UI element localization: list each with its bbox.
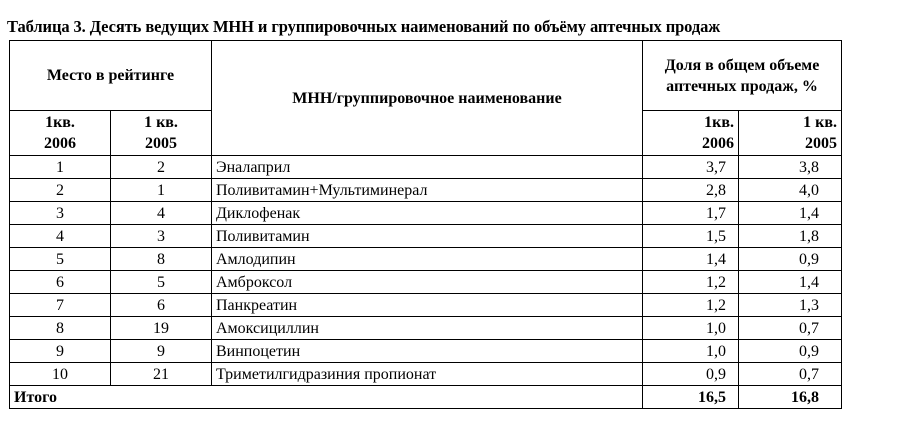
table-row	[10, 317, 842, 340]
name-header: МНН/группировочное наименование	[212, 41, 643, 156]
share-2006-cell: 3,7	[643, 156, 739, 179]
name-cell: Амоксициллин	[212, 317, 643, 340]
rank-2005-cell: 21	[111, 363, 212, 386]
share-2006-cell: 1,2	[643, 271, 739, 294]
share-2006-header	[643, 111, 739, 156]
rank-2005-header	[111, 111, 212, 156]
share-2005-cell: 0,9	[739, 248, 842, 271]
total-share-2006: 16,5	[643, 386, 739, 409]
table-caption: Таблица 3. Десять ведущих МНН и группировочных наименований по объёму аптечных продаж	[7, 17, 721, 36]
share-2005-cell: 1,3	[739, 294, 842, 317]
name-cell: Поливитамин+Мультиминерал	[212, 179, 643, 202]
rank-2005-cell: 1	[111, 179, 212, 202]
table-row	[10, 294, 842, 317]
sales-table	[9, 40, 842, 409]
table-row	[10, 179, 842, 202]
share-2005-cell: 0,7	[739, 363, 842, 386]
share-2005-header-line1: 1 кв.	[803, 114, 837, 131]
table-row	[10, 248, 842, 271]
name-cell: Триметилгидразиния пропионат	[212, 363, 643, 386]
name-cell: Эналаприл	[212, 156, 643, 179]
name-cell: Поливитамин	[212, 225, 643, 248]
rank-2005-cell: 19	[111, 317, 212, 340]
rank-header: Место в рейтинге	[10, 41, 212, 111]
rank-2006-cell: 8	[10, 317, 111, 340]
rank-2006-cell: 1	[10, 156, 111, 179]
rank-2006-cell: 9	[10, 340, 111, 363]
table-row	[10, 340, 842, 363]
share-2005-cell: 4,0	[739, 179, 842, 202]
share-2005-cell: 1,8	[739, 225, 842, 248]
share-2005-header	[739, 111, 842, 156]
rank-2006-header-line2: 2006	[44, 135, 76, 152]
share-2005-cell: 0,7	[739, 317, 842, 340]
share-2006-cell: 1,0	[643, 317, 739, 340]
rank-2005-cell: 2	[111, 156, 212, 179]
share-2005-cell: 0,9	[739, 340, 842, 363]
share-2005-header-line2: 2005	[805, 135, 837, 152]
total-label: Итого	[10, 386, 643, 409]
name-cell: Винпоцетин	[212, 340, 643, 363]
share-2006-header-line2: 2006	[702, 135, 734, 152]
share-2006-cell: 1,7	[643, 202, 739, 225]
name-cell: Диклофенак	[212, 202, 643, 225]
rank-2005-cell: 8	[111, 248, 212, 271]
share-2005-cell: 1,4	[739, 271, 842, 294]
rank-2005-cell: 3	[111, 225, 212, 248]
rank-2005-cell: 9	[111, 340, 212, 363]
table-row	[10, 225, 842, 248]
rank-2006-cell: 10	[10, 363, 111, 386]
name-cell: Амброксол	[212, 271, 643, 294]
table-row	[10, 363, 842, 386]
rank-2006-cell: 3	[10, 202, 111, 225]
rank-2006-cell: 4	[10, 225, 111, 248]
share-2005-cell: 3,8	[739, 156, 842, 179]
rank-2005-cell: 4	[111, 202, 212, 225]
total-row	[10, 386, 842, 409]
rank-2005-header-line1: 1 кв.	[144, 114, 178, 131]
rank-2006-cell: 2	[10, 179, 111, 202]
total-share-2005: 16,8	[739, 386, 842, 409]
share-2006-cell: 1,4	[643, 248, 739, 271]
share-2006-cell: 1,0	[643, 340, 739, 363]
share-2006-header-line1: 1кв.	[704, 114, 734, 131]
share-2006-cell: 0,9	[643, 363, 739, 386]
rank-2006-cell: 6	[10, 271, 111, 294]
name-cell: Амлодипин	[212, 248, 643, 271]
share-2005-cell: 1,4	[739, 202, 842, 225]
rank-2005-cell: 5	[111, 271, 212, 294]
rank-2006-cell: 7	[10, 294, 111, 317]
name-cell: Панкреатин	[212, 294, 643, 317]
share-header: Доля в общем объеме аптечных продаж, %	[643, 41, 842, 111]
table-row	[10, 202, 842, 225]
rank-2006-cell: 5	[10, 248, 111, 271]
rank-2006-header	[10, 111, 111, 156]
table-row	[10, 271, 842, 294]
rank-2005-cell: 6	[111, 294, 212, 317]
share-2006-cell: 2,8	[643, 179, 739, 202]
share-2006-cell: 1,2	[643, 294, 739, 317]
rank-2005-header-line2: 2005	[145, 135, 177, 152]
table-row	[10, 156, 842, 179]
share-2006-cell: 1,5	[643, 225, 739, 248]
rank-2006-header-line1: 1кв.	[45, 114, 75, 131]
